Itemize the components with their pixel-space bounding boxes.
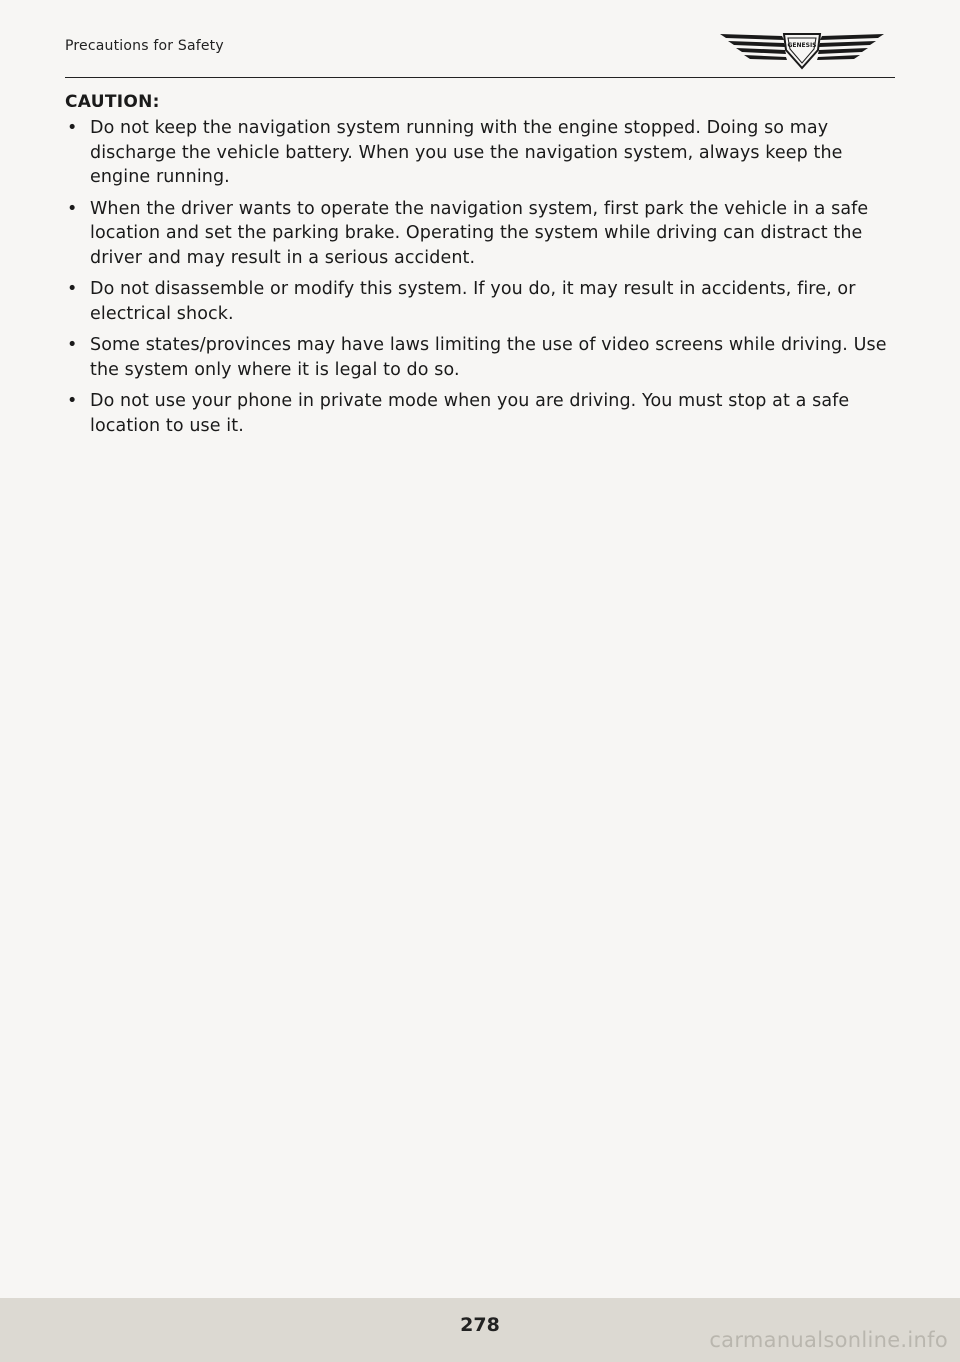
bullet-icon: • [67,198,78,219]
list-item-text: Some states/provinces may have laws limiting the use of video screens while driving. Use the system only where it is legal to do so. [90,335,887,380]
list-item-text: Do not disassemble or modify this system. If you do, it may result in accidents, fire, or electrical shock. [90,279,856,324]
header-divider [65,77,895,78]
list-item [65,277,895,326]
list-item [65,333,895,382]
page-header [65,0,895,78]
page-footer [0,1298,960,1362]
list-item-text: When the driver wants to operate the navigation system, first park the vehicle in a safe location and set the parking brake. Operating the system while driving can distract the driver and may result in a serious accident. [90,198,869,268]
bullet-icon: • [67,335,78,355]
bullet-icon: • [67,391,78,411]
logo-text: GENESIS [787,42,817,49]
list-item [65,197,895,271]
page-number: 278 [460,1314,500,1336]
caution-list [65,116,895,438]
genesis-logo [718,30,886,70]
caution-heading: CAUTION: [65,92,160,112]
caution-section [65,92,895,445]
watermark: carmanualsonline.info [709,1328,948,1352]
list-item [65,389,895,438]
section-title: Precautions for Safety [65,38,224,54]
bullet-icon: • [67,279,78,299]
list-item-text: Do not keep the navigation system running with the engine stopped. Doing so may discharge the vehicle battery. When you use the navigation system, always keep the engine running. [90,118,843,187]
list-item [65,116,895,190]
bullet-icon: • [67,118,78,138]
list-item-text: Do not use your phone in private mode when you are driving. You must stop at a safe location to use it. [90,391,850,436]
